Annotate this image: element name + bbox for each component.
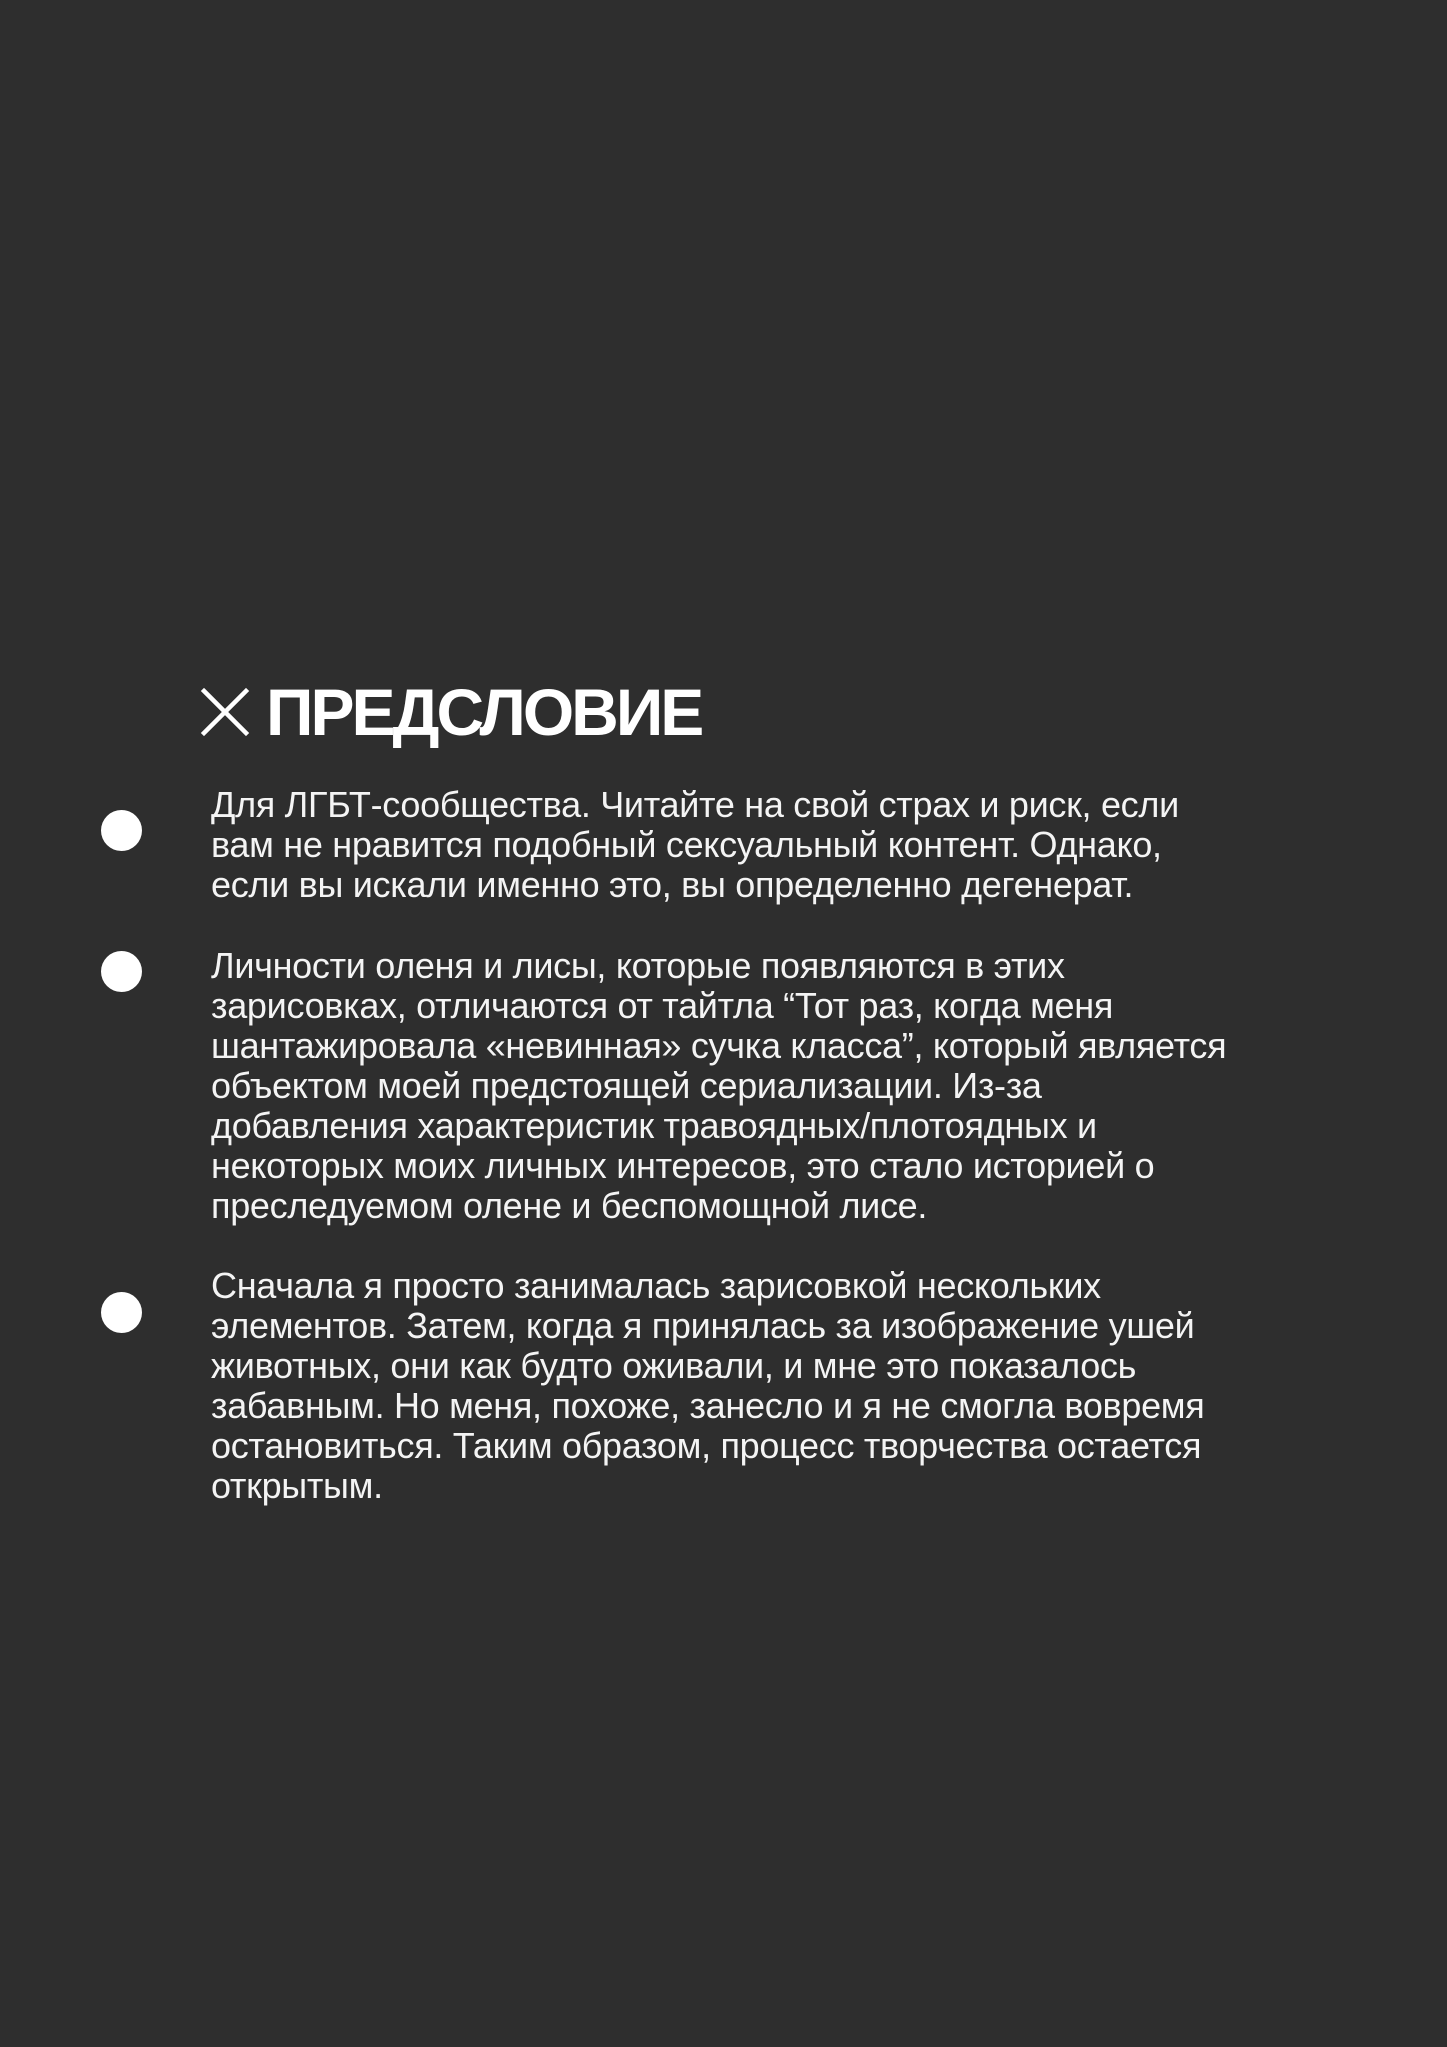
paragraph-line: если вы искали именно это, вы определенно дегенерат. [211, 864, 1134, 905]
paragraph-line: преследуемом олене и беспомощной лисе. [211, 1185, 928, 1226]
paragraph-text [211, 785, 1361, 905]
close-x-icon [200, 687, 250, 737]
bullet-dot-icon [101, 951, 142, 992]
bullet-dot-icon [101, 1292, 142, 1333]
paragraph-line: Сначала я просто занималась зарисовкой нескольких [211, 1265, 1101, 1306]
foreword-heading [200, 672, 701, 752]
page-title: ПРЕДСЛОВИЕ [266, 675, 702, 749]
paragraph-line: забавным. Но меня, похоже, занесло и я не смогла вовремя [211, 1385, 1205, 1426]
bullet-dot-icon [101, 810, 142, 851]
paragraph-line: Личности оленя и лисы, которые появляются в этих [211, 945, 1065, 986]
paragraph-line: некоторых моих личных интересов, это стало историей о [211, 1145, 1155, 1186]
paragraph-line: добавления характеристик травоядных/плотоядных и [211, 1105, 1097, 1146]
paragraph-line: открытым. [211, 1465, 383, 1506]
paragraph-line: Для ЛГБТ-сообщества. Читайте на свой страх и риск, если [211, 784, 1179, 825]
paragraph-line: зарисовках, отличаются от тайтла “Тот раз, когда меня [211, 985, 1114, 1026]
paragraph-line: остановиться. Таким образом, процесс творчества остается [211, 1425, 1202, 1466]
paragraph-line: вам не нравится подобный сексуальный контент. Однако, [211, 824, 1162, 865]
paragraph-line: шантажировала «невинная» сучка класса”, который является [211, 1025, 1227, 1066]
paragraph-line: животных, они как будто оживали, и мне это показалось [211, 1345, 1137, 1386]
paragraph-text [211, 1266, 1361, 1506]
paragraph-line: объектом моей предстоящей сериализации. Из-за [211, 1065, 1042, 1106]
paragraph-line: элементов. Затем, когда я принялась за изображение ушей [211, 1305, 1195, 1346]
paragraph-text [211, 946, 1361, 1226]
